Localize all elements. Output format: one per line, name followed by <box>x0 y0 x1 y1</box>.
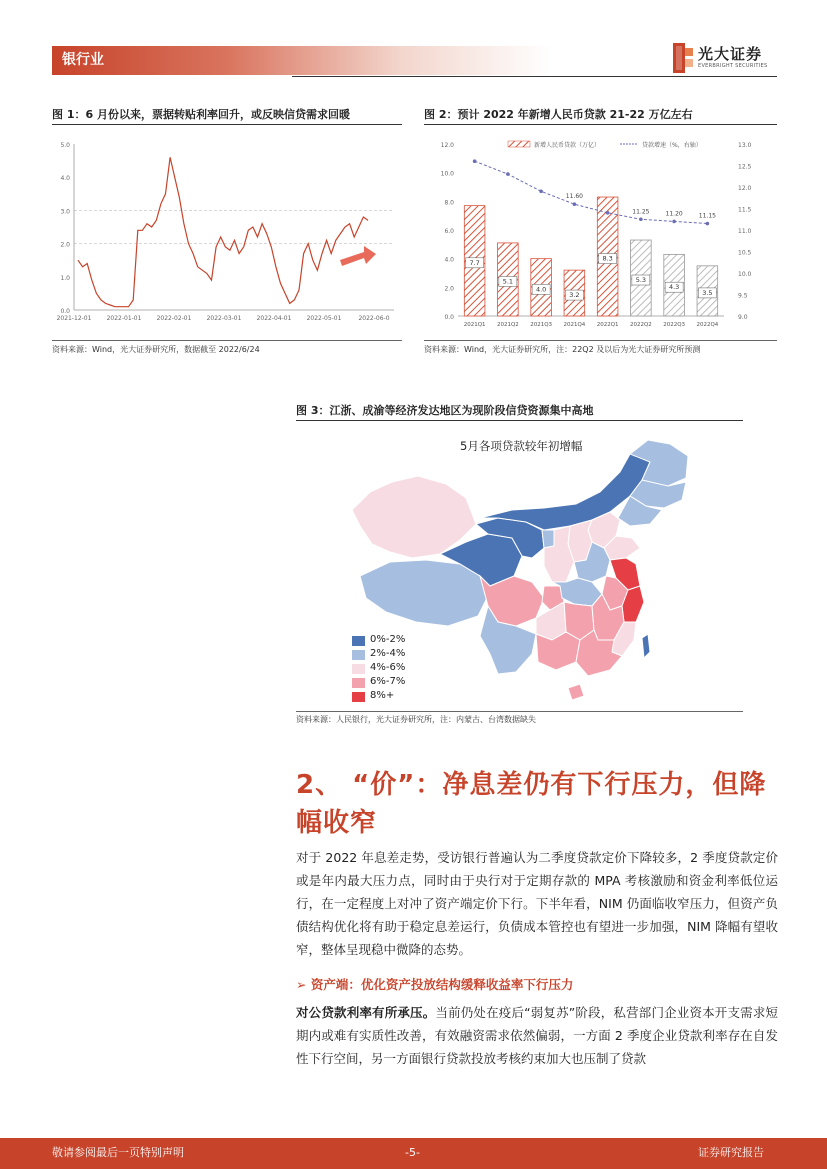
y-tick-label: 1.0 <box>60 274 70 282</box>
y2-tick-label: 9.0 <box>738 314 748 321</box>
x-tick-label: 2021Q2 <box>496 322 519 328</box>
map-title: 5月各项贷款较年初增幅 <box>460 439 583 453</box>
y-tick-label: 12.0 <box>440 142 454 149</box>
legend-line-label: 贷款增速（%，右轴） <box>642 142 702 149</box>
legend-item <box>352 676 432 690</box>
region-hainan <box>568 684 584 700</box>
y2-tick-label: 12.0 <box>738 185 752 192</box>
y2-tick-label: 13.0 <box>738 142 752 149</box>
y-tick-label: 2.0 <box>60 241 70 249</box>
bar-value-label: 5.3 <box>635 276 647 285</box>
line-point <box>573 202 577 206</box>
header-rule <box>292 76 777 77</box>
bar-value-label: 5.1 <box>502 277 514 286</box>
x-tick-label: 2022Q2 <box>629 322 652 328</box>
y2-tick-label: 11.5 <box>738 206 752 214</box>
line-value-label: 11.25 <box>632 208 650 216</box>
arrow-shape <box>340 246 376 266</box>
fig1-title-rule <box>52 124 402 125</box>
legend-swatch <box>352 636 365 646</box>
fig3-title-rule <box>296 420 743 421</box>
region-tibet <box>360 560 488 626</box>
fig2-bar-chart <box>424 132 777 332</box>
y-tick-label: 4.0 <box>60 175 70 183</box>
bar-value-label: 3.2 <box>569 291 580 300</box>
legend-swatch <box>352 650 365 660</box>
legend-item <box>352 648 432 662</box>
bar-value-label: 3.5 <box>702 288 713 297</box>
subsection-heading: ➢ 资产端：优化资产投放结构缓释收益率下行压力 <box>296 977 574 992</box>
y-tick-label: 2.0 <box>444 285 454 293</box>
line-value-label: 11.20 <box>665 210 683 218</box>
x-tick-label: 2022-06-0 <box>358 315 390 322</box>
header-banner <box>52 46 552 75</box>
legend-item <box>352 662 432 676</box>
x-tick-label: 2022-03-01 <box>206 315 242 322</box>
fig1-bottom-rule <box>52 340 402 341</box>
fig2-source: 资料来源：Wind，光大证券研究所，注：22Q2 及以后为光大证券研究所预测 <box>424 345 701 354</box>
region-guangxi <box>536 632 580 670</box>
y-tick-label: 5.0 <box>60 142 70 149</box>
legend-swatch <box>352 678 365 688</box>
body-paragraph-2 <box>296 1001 778 1070</box>
section-heading: 2、 “价”：净息差仍有下行压力，但降幅收窄 <box>296 770 767 838</box>
legend-swatch <box>352 692 365 702</box>
y-tick-label: 10.0 <box>440 170 454 178</box>
footer-report-type: 证券研究报告 <box>698 1146 764 1159</box>
x-tick-label: 2021-12-01 <box>56 315 92 322</box>
y-tick-label: 0.0 <box>444 314 454 321</box>
y-tick-label: 3.0 <box>60 208 70 216</box>
y-tick-label: 6.0 <box>444 228 454 235</box>
y-tick-label: 8.0 <box>444 199 454 207</box>
x-tick-label: 2022Q3 <box>663 322 686 328</box>
legend-item <box>352 690 432 704</box>
paragraph-text: 当前仍处在疫后“弱复苏”阶段，私营部门企业资本开支需求短期内或难有实质性改善，有效融资需求依然偏弱，一方面 2 季度企业贷款利率存在自发性下行空间，另一方面银行贷款投放考核约束加大也压制了贷款 <box>296 1005 778 1066</box>
line-point <box>473 159 477 163</box>
legend-bar-swatch <box>508 141 530 147</box>
line-point <box>606 211 610 215</box>
y-tick-label: 0.0 <box>60 308 70 315</box>
line-value-label: 11.60 <box>565 193 583 201</box>
bar-value-label: 8.3 <box>602 254 613 263</box>
y2-tick-label: 12.5 <box>738 163 752 171</box>
x-tick-label: 2022Q1 <box>596 322 619 328</box>
company-logo <box>672 42 782 76</box>
y-tick-label: 4.0 <box>444 256 454 264</box>
map-legend <box>352 634 432 704</box>
legend-item <box>352 634 432 648</box>
trend-arrow-icon <box>340 246 376 266</box>
fig1-title: 图 1：6 月份以来，票据转贴利率回升，或反映信贷需求回暖 <box>52 108 350 121</box>
footer-bar <box>0 1138 827 1169</box>
y2-tick-label: 9.5 <box>738 292 748 300</box>
line-point <box>639 217 643 221</box>
logo-mark-icon <box>672 42 694 74</box>
y2-tick-label: 11.0 <box>738 228 752 235</box>
region-ningxia <box>542 530 554 548</box>
line-value-label: 11.15 <box>698 212 716 220</box>
line-point <box>672 220 676 224</box>
fig2-bottom-rule <box>424 340 777 341</box>
x-tick-label: 2022-01-01 <box>106 315 142 322</box>
y2-tick-label: 10.5 <box>738 249 752 257</box>
bar-value-label: 4.0 <box>535 285 547 294</box>
page-number: -5- <box>405 1146 420 1159</box>
footer-disclaimer: 敬请参阅最后一页特别声明 <box>52 1146 184 1159</box>
fig3-title: 图 3：江浙、成渝等经济发达地区为现阶段信贷资源集中高地 <box>296 404 594 417</box>
line-point <box>706 222 710 226</box>
paragraph-lead: 对公贷款利率有所承压。 <box>296 1005 436 1020</box>
logo-name: 光大证券 <box>698 45 763 63</box>
legend-label: 0%-2% <box>370 634 406 645</box>
x-tick-label: 2022-02-01 <box>156 315 192 322</box>
x-tick-label: 2022-04-01 <box>256 315 292 322</box>
bar-value-label: 7.7 <box>469 258 480 267</box>
legend-bar-label: 新增人民币贷款（万亿） <box>534 142 601 149</box>
body-paragraph-1: 对于 2022 年息差走势，受访银行普遍认为二季度贷款定价下降较多，2 季度贷款定价或是年内最大压力点，同时由于央行对于定期存款的 MPA 考核激励和资金利率低位运行，在一定程度上对冲了资产端定价下行。下半年看，NIM 仍面临收窄压力，但资产负债结构优化将有助于稳定息差运行，负债成本管控也有望进一步加强，NIM 降幅有望收窄，整体呈现稳中微降的态势。 <box>296 850 778 957</box>
fig2-title-rule <box>424 124 777 125</box>
fig2-title: 图 2：预计 2022 年新增人民币贷款 21-22 万亿左右 <box>424 108 693 121</box>
series-line <box>78 157 368 306</box>
legend-label: 8%+ <box>370 690 395 701</box>
y2-tick-label: 10.0 <box>738 271 752 278</box>
x-tick-label: 2021Q1 <box>463 322 486 328</box>
logo-english-name: EVERBRIGHT SECURITIES <box>698 63 768 69</box>
fig3-source: 资料来源：人民银行，光大证券研究所，注：内蒙古、台湾数据缺失 <box>296 715 536 724</box>
x-tick-label: 2021Q4 <box>563 322 586 328</box>
x-tick-label: 2022Q4 <box>696 322 719 328</box>
legend-swatch <box>352 664 365 674</box>
legend-label: 6%-7% <box>370 676 406 687</box>
legend-label: 2%-4% <box>370 648 406 659</box>
fig3-bottom-rule <box>296 711 743 712</box>
x-tick-label: 2021Q3 <box>530 322 553 328</box>
line-point <box>506 172 510 176</box>
legend-label: 4%-6% <box>370 662 406 673</box>
line-point <box>539 190 543 194</box>
region-taiwan <box>642 634 650 658</box>
bar-value-label: 4.3 <box>668 283 680 292</box>
fig1-line-chart <box>52 132 402 330</box>
fig1-source: 资料来源：Wind，光大证券研究所，数据截至 2022/6/24 <box>52 345 260 354</box>
section-label: 银行业 <box>62 52 104 68</box>
x-tick-label: 2022-05-01 <box>306 315 342 322</box>
